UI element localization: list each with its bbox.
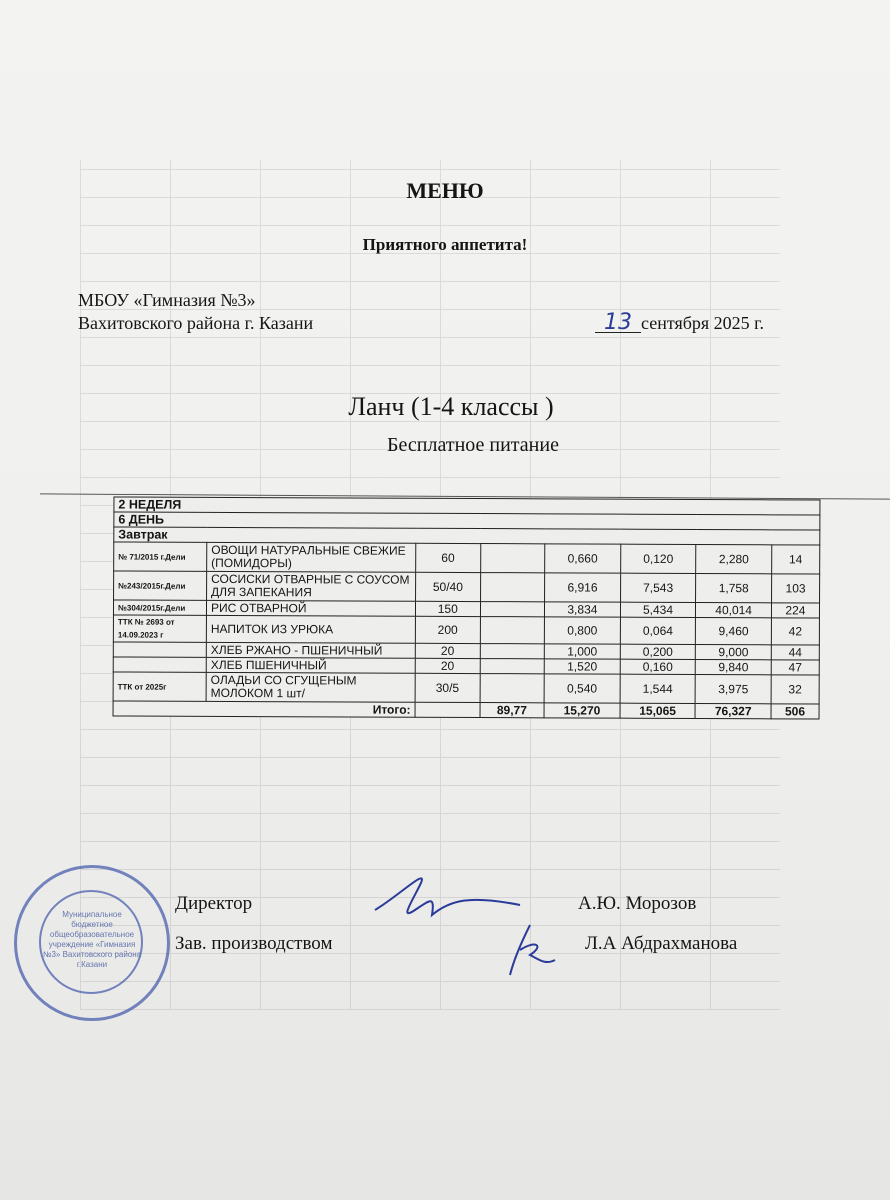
table-row [114,542,820,574]
total-fat: 15,065 [620,703,696,718]
cell-carbs: 40,014 [696,603,772,618]
cell-name: НАПИТОК ИЗ УРЮКА [206,615,415,643]
cell-weight: 30/5 [415,673,480,702]
cell-name: ОВОЩИ НАТУРАЛЬНЫЕ СВЕЖИЕ (ПОМИДОРЫ) [207,542,416,572]
cell-weight: 50/40 [416,572,481,601]
total-price: 89,77 [480,703,545,718]
cell-kcal: 103 [771,574,819,603]
director-signature [375,878,520,915]
date-day-handwritten: 13 [595,314,641,333]
school-district: Вахитовского района г. Казани [78,313,314,333]
total-kcal: 506 [771,704,819,719]
total-protein: 15,270 [544,703,620,718]
school-name: МБОУ «Гимназия №3» [78,290,256,310]
total-label: Итого: [113,701,415,717]
cell-weight: 200 [415,616,480,643]
cell-price [480,602,545,617]
cell-carbs: 9,460 [696,618,772,645]
cell-fat: 0,160 [620,659,696,674]
table-row [114,571,820,603]
school-stamp [14,865,170,1021]
meal-subtitle: Бесплатное питание [387,434,559,456]
cell-fat: 0,200 [620,644,696,659]
page-title: МЕНЮ [406,178,484,203]
cell-carbs: 9,000 [696,645,772,660]
menu-date [595,310,765,335]
total-row [113,701,819,719]
cell-protein: 0,540 [544,674,620,703]
cell-weight: 60 [416,543,481,572]
cell-kcal: 44 [771,645,819,660]
date-month-year: сентября 2025 г. [641,313,765,333]
cell-fat: 5,434 [620,602,696,617]
section-row: Завтрак [114,527,820,545]
cell-weight: 20 [415,658,480,673]
cell-carbs: 9,840 [696,660,772,675]
subtitle: Приятного аппетита! [362,235,528,254]
cell-protein: 3,834 [545,602,621,617]
week-row: 2 НЕДЕЛЯ [114,497,820,515]
cell-kcal: 224 [771,603,819,618]
total-carbs: 76,327 [695,703,771,718]
cell-price [480,674,545,703]
production-label: Зав. производством [175,933,333,954]
cell-fat: 1,544 [620,674,696,703]
cell-price [480,544,545,573]
cell-fat: 7,543 [620,573,696,602]
cell-code: №243/2015г.Дели [114,571,207,600]
director-label: Директор [175,893,253,914]
cell-name: ХЛЕБ РЖАНО - ПШЕНИЧНЫЙ [206,642,415,658]
cell-price [480,659,545,674]
cell-name: ОЛАДЬИ СО СГУЩЕНЫМ МОЛОКОМ 1 шт/ [206,672,415,702]
cell-carbs: 1,758 [696,574,772,603]
stamp-text: Муниципальное бюджетное общеобразовательное учреждение «Гимназия №3» Вахитовского района г.Казани [42,910,142,969]
cell-protein: 1,000 [544,644,620,659]
cell-kcal: 32 [771,675,819,704]
cell-kcal: 42 [771,618,819,645]
cell-code [113,642,206,657]
cell-price [480,644,545,659]
cell-weight: 20 [415,643,480,658]
cell-price [480,573,545,602]
menu-table [113,496,821,719]
cell-protein: 6,916 [545,573,621,602]
cell-kcal: 14 [772,545,820,574]
production-signature [510,925,555,975]
production-name: Л.А Абдрахманова [585,933,738,954]
cell-carbs: 2,280 [696,545,772,574]
signatures-handwritten [360,855,560,985]
cell-protein: 0,800 [544,617,620,644]
cell-code: ТТК от 2025г [113,672,206,701]
cell-weight [415,702,480,717]
cell-fat: 0,064 [620,617,696,644]
table-row [113,615,819,645]
cell-code: №304/2015г.Дели [113,600,206,615]
cell-weight: 150 [415,601,480,616]
cell-name: РИС ОТВАРНОЙ [206,600,415,616]
table-row [113,672,819,704]
cell-fat: 0,120 [620,544,696,573]
cell-name: СОСИСКИ ОТВАРНЫЕ С СОУСОМ ДЛЯ ЗАПЕКАНИЯ [207,571,416,601]
cell-carbs: 3,975 [695,675,771,704]
day-row: 6 ДЕНЬ [114,512,820,530]
director-name: А.Ю. Морозов [578,893,697,914]
cell-code: ТТК № 2693 от 14.09.2023 г [113,615,206,642]
cell-name: ХЛЕБ ПШЕНИЧНЫЙ [206,657,415,673]
cell-price [480,617,545,644]
cell-protein: 1,520 [544,659,620,674]
cell-code [113,657,206,672]
cell-code: № 71/2015 г.Дели [114,542,207,571]
meal-title: Ланч (1-4 классы ) [348,392,554,421]
cell-kcal: 47 [771,660,819,675]
cell-protein: 0,660 [545,544,621,573]
